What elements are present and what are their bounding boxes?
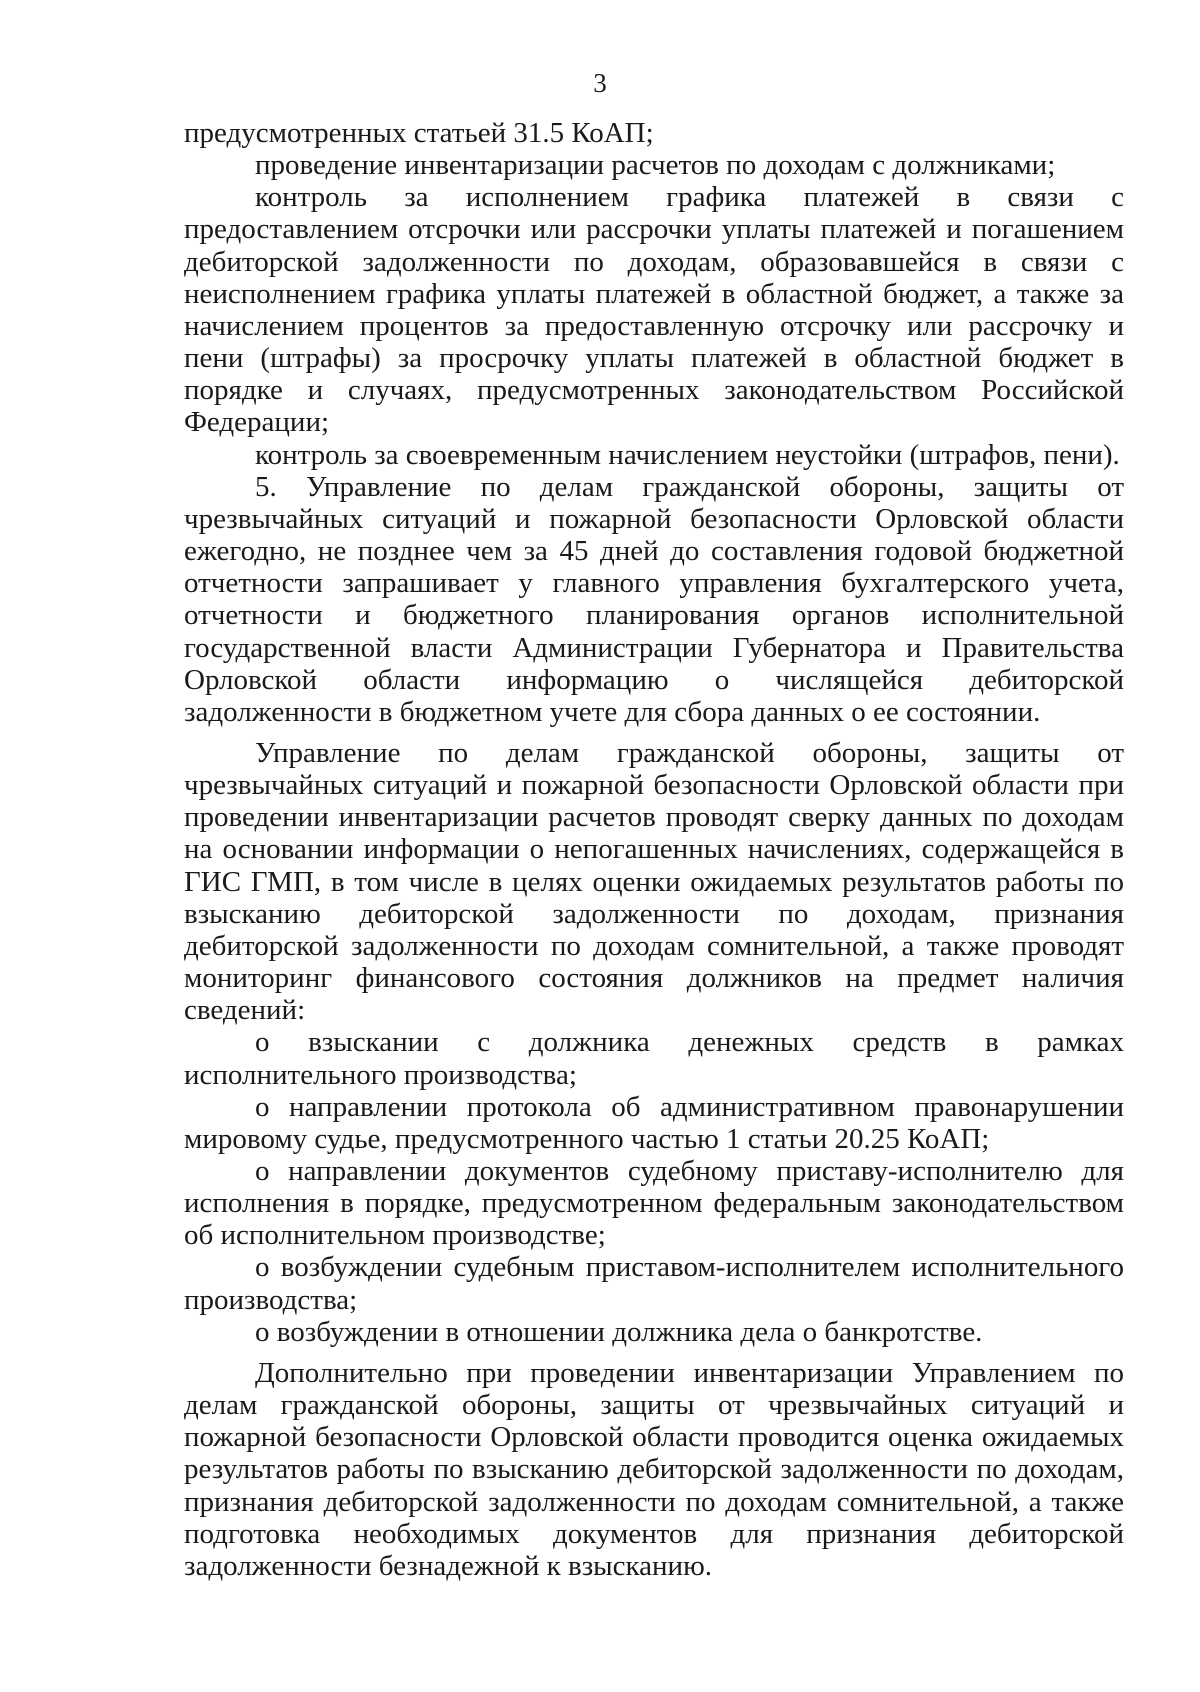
paragraph-payment-schedule-control: контроль за исполнением графика платежей в связи с предоставлением отсрочки или рассрочки уплаты платежей и погашением дебиторской задолженности по доходам, образовавшейся в связи с неисполнением графика уплаты платежей в областной бюджет, а также за начислением процентов за предоставленную отсрочку или рассрочку и пени (штрафы) за просрочку уплаты платежей в областной бюджет в порядке и случаях, предусмотренных законодательством Российской Федерации; (184, 181, 1124, 439)
paragraph-reconciliation: Управление по делам гражданской обороны, защиты от чрезвычайных ситуаций и пожарной безопасности Орловской области при проведении инвентаризации расчетов проводят сверку данных по доходам на основании информации о непогашенных начислениях, содержащейся в ГИС ГМП, в том числе в целях оценки ожидаемых результатов работы по взысканию дебиторской задолженности по доходам, признания дебиторской задолженности по доходам сомнительной, а также проводят мониторинг финансового состояния должников на предмет наличия сведений: (184, 736, 1124, 1027)
paragraph-item-5: 5. Управление по делам гражданской обороны, защиты от чрезвычайных ситуаций и пожарной безопасности Орловской области ежегодно, не позднее чем за 45 дней до составления годовой бюджетной отчетности запрашивает у главного управления бухгалтерского учета, отчетности и бюджетного планирования органов исполнительной государственной власти Администрации Губернатора и Правительства Орловской области информацию о числящейся дебиторской задолженности в бюджетном учете для сбора данных о ее состоянии. (184, 470, 1124, 728)
paragraph-bailiff-documents: о направлении документов судебному приставу-исполнителю для исполнения в порядке, предусмотренном федеральным законодательством об исполнительном производстве; (184, 1155, 1124, 1252)
page-number: 3 (593, 68, 607, 98)
paragraph-inventory-settlements: проведение инвентаризации расчетов по доходам с должниками; (255, 149, 1056, 182)
paragraph-penalty-control: контроль за своевременным начислением неустойки (штрафов, пени). (255, 438, 1120, 471)
paragraph-enforcement-recovery: о взыскании с должника денежных средств в рамках исполнительного производства; (184, 1026, 1124, 1091)
paragraph-enforcement-initiation: о возбуждении судебным приставом-исполнителем исполнительного производства; (184, 1251, 1124, 1316)
document-body (184, 117, 1124, 1582)
paragraph-protocol-referral: о направлении протокола об административном правонарушении мировому судье, предусмотренного частью 1 статьи 20.25 КоАП; (184, 1090, 1124, 1155)
paragraph-continuation: предусмотренных статьей 31.5 КоАП; (184, 117, 654, 149)
paragraph-additional-assessment: Дополнительно при проведении инвентаризации Управлением по делам гражданской обороны, защиты от чрезвычайных ситуаций и пожарной безопасности Орловской области проводится оценка ожидаемых результатов работы по взысканию дебиторской задолженности по доходам, признания дебиторской задолженности по доходам сомнительной, а также подготовка необходимых документов для признания дебиторской задолженности безнадежной к взысканию. (184, 1356, 1124, 1582)
paragraph-bankruptcy: о возбуждении в отношении должника дела о банкротстве. (255, 1315, 983, 1348)
